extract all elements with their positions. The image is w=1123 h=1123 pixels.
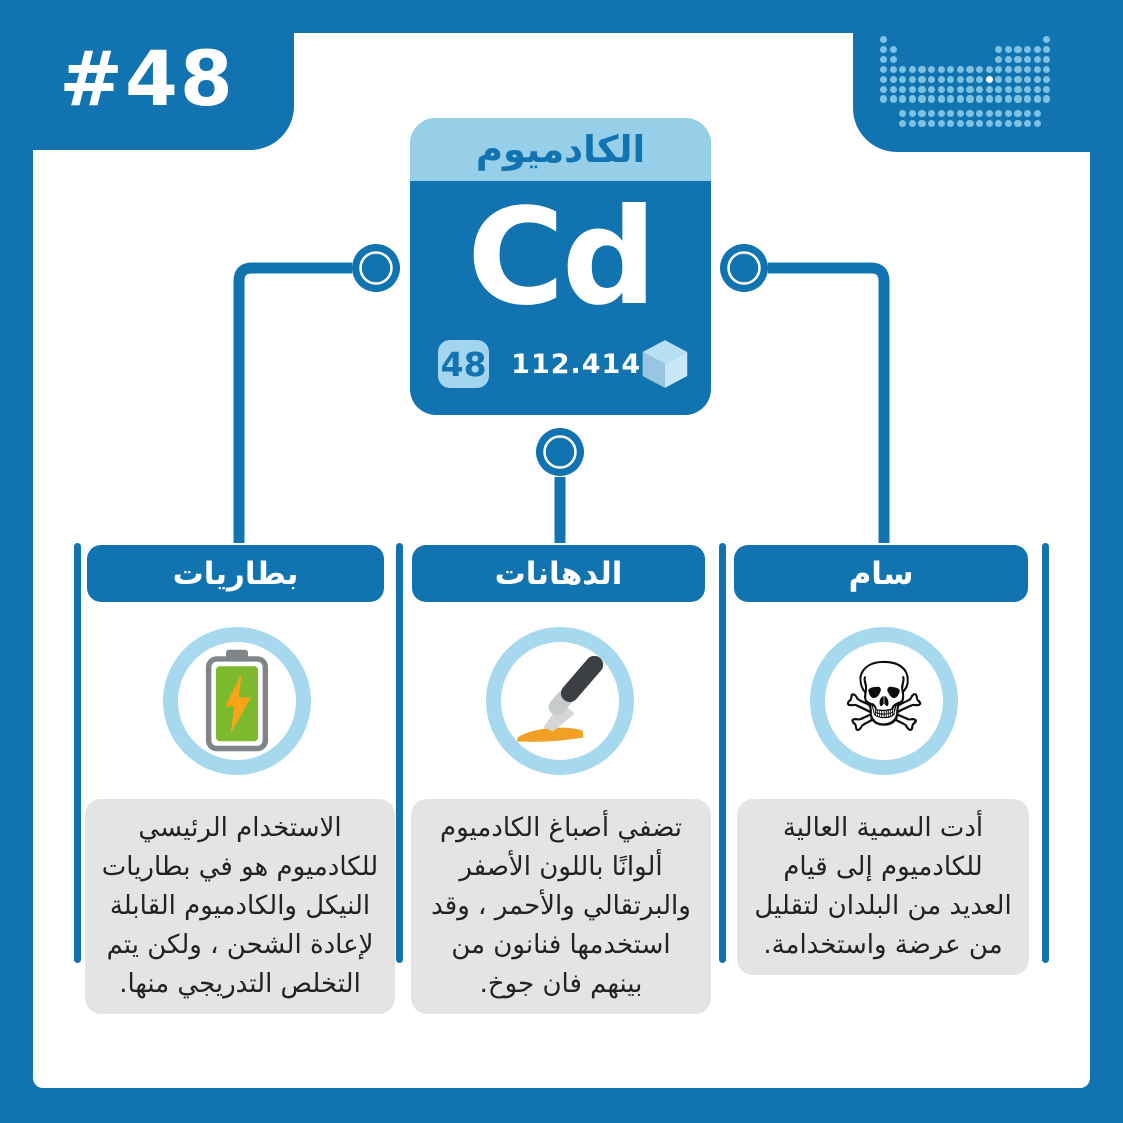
battery-icon [205, 649, 269, 753]
element-card [410, 118, 711, 415]
side-rail [396, 543, 403, 963]
atomic-mass: 112.414 [511, 348, 642, 380]
column-text-batteries: الاستخدام الرئيسي للكادميوم هو في بطاريات النيكل والكادميوم القابلة لإعادة الشحن ، ولكن يتم التخلص التدريجي منها. [85, 799, 395, 1014]
battery-icon-circle [163, 627, 311, 775]
paintbrush-icon-circle [486, 627, 634, 775]
column-header-batteries: بطاريات [87, 545, 384, 602]
paintbrush-icon [506, 647, 614, 755]
column-header-paints: الدهانات [412, 545, 705, 602]
element-card-footer [438, 333, 689, 395]
corner-badge [0, 0, 294, 150]
cube-icon [641, 333, 689, 395]
element-name: الكادميوم [410, 118, 711, 181]
element-number-hash: #48 [59, 33, 235, 123]
column-text-toxic: أدت السمية العالية للكادميوم إلى قيام العديد من البلدان لتقليل من عرضة واستخدامة. [737, 799, 1029, 975]
side-rail [1042, 543, 1049, 963]
periodic-table-icon [880, 36, 1052, 131]
side-rail [719, 543, 726, 963]
skull-icon-circle [810, 627, 958, 775]
side-rail [74, 543, 81, 963]
column-header-toxic: سام [734, 545, 1028, 602]
skull-icon: ☠ [840, 642, 928, 754]
element-symbol: Cd [467, 181, 654, 335]
atomic-number-badge: 48 [438, 340, 489, 388]
corner-periodic-tab [853, 0, 1123, 152]
column-text-paints: تضفي أصباغ الكادميوم ألوانًا باللون الأصفر والبرتقالي والأحمر ، وقد استخدمها فنانون من بينهم فان جوخ. [411, 799, 711, 1014]
